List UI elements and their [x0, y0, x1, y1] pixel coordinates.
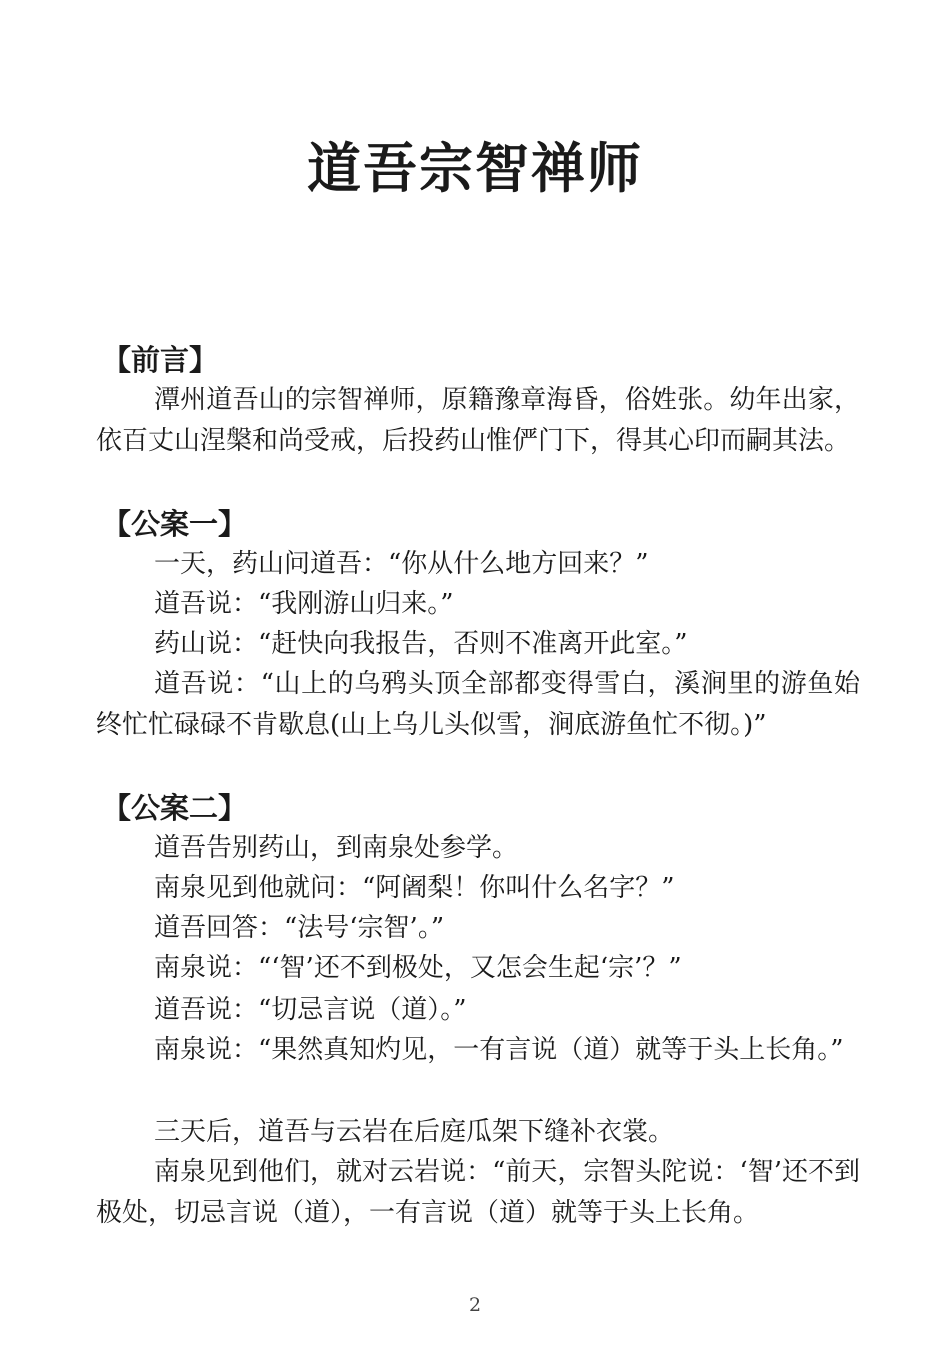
- section-heading-preface: 【前言】: [102, 343, 219, 377]
- paragraph: 南泉说：“果然真知灼见，一有言说（道）就等于头上长角。”: [154, 1035, 844, 1065]
- paragraph: 南泉说：“‘智’还不到极处，又怎会生起‘宗’？”: [154, 953, 682, 983]
- paragraph: 南泉见到他们，就对云岩说：“前天，宗智头陀说：‘智’还不到极处，切忌言说（道），一有言说（道）就等于头上长角。: [96, 1157, 860, 1228]
- section-heading-case-two: 【公案二】: [102, 791, 248, 825]
- paragraph: 南泉见到他就问：“阿阇梨！你叫什么名字？”: [154, 873, 675, 903]
- paragraph: 三天后，道吾与云岩在后庭瓜架下缝补衣裳。: [154, 1117, 675, 1147]
- section-heading-case-one: 【公案一】: [102, 507, 248, 541]
- paragraph: 道吾说：“我刚游山归来。”: [154, 589, 454, 619]
- paragraph: 道吾回答：“法号‘宗智’。”: [154, 913, 445, 943]
- paragraph: 道吾说：“山上的乌鸦头顶全部都变得雪白，溪涧里的游鱼始终忙忙碌碌不肯歇息(山上乌儿头似雪，涧底游鱼忙不彻。)”: [96, 669, 860, 740]
- paragraph: 潭州道吾山的宗智禅师，原籍豫章海昏，俗姓张。幼年出家，依百丈山涅槃和尚受戒，后投药山惟俨门下，得其心印而嗣其法。: [96, 385, 860, 456]
- paragraph: 道吾说：“切忌言说（道）。”: [154, 995, 467, 1025]
- page-title: 道吾宗智禅师: [307, 137, 643, 200]
- paragraph: 道吾告别药山，到南泉处参学。: [154, 833, 519, 863]
- page-number: 2: [468, 1294, 482, 1316]
- paragraph: 药山说：“赶快向我报告，否则不准离开此室。”: [154, 629, 688, 659]
- paragraph: 一天，药山问道吾：“你从什么地方回来？”: [154, 549, 649, 579]
